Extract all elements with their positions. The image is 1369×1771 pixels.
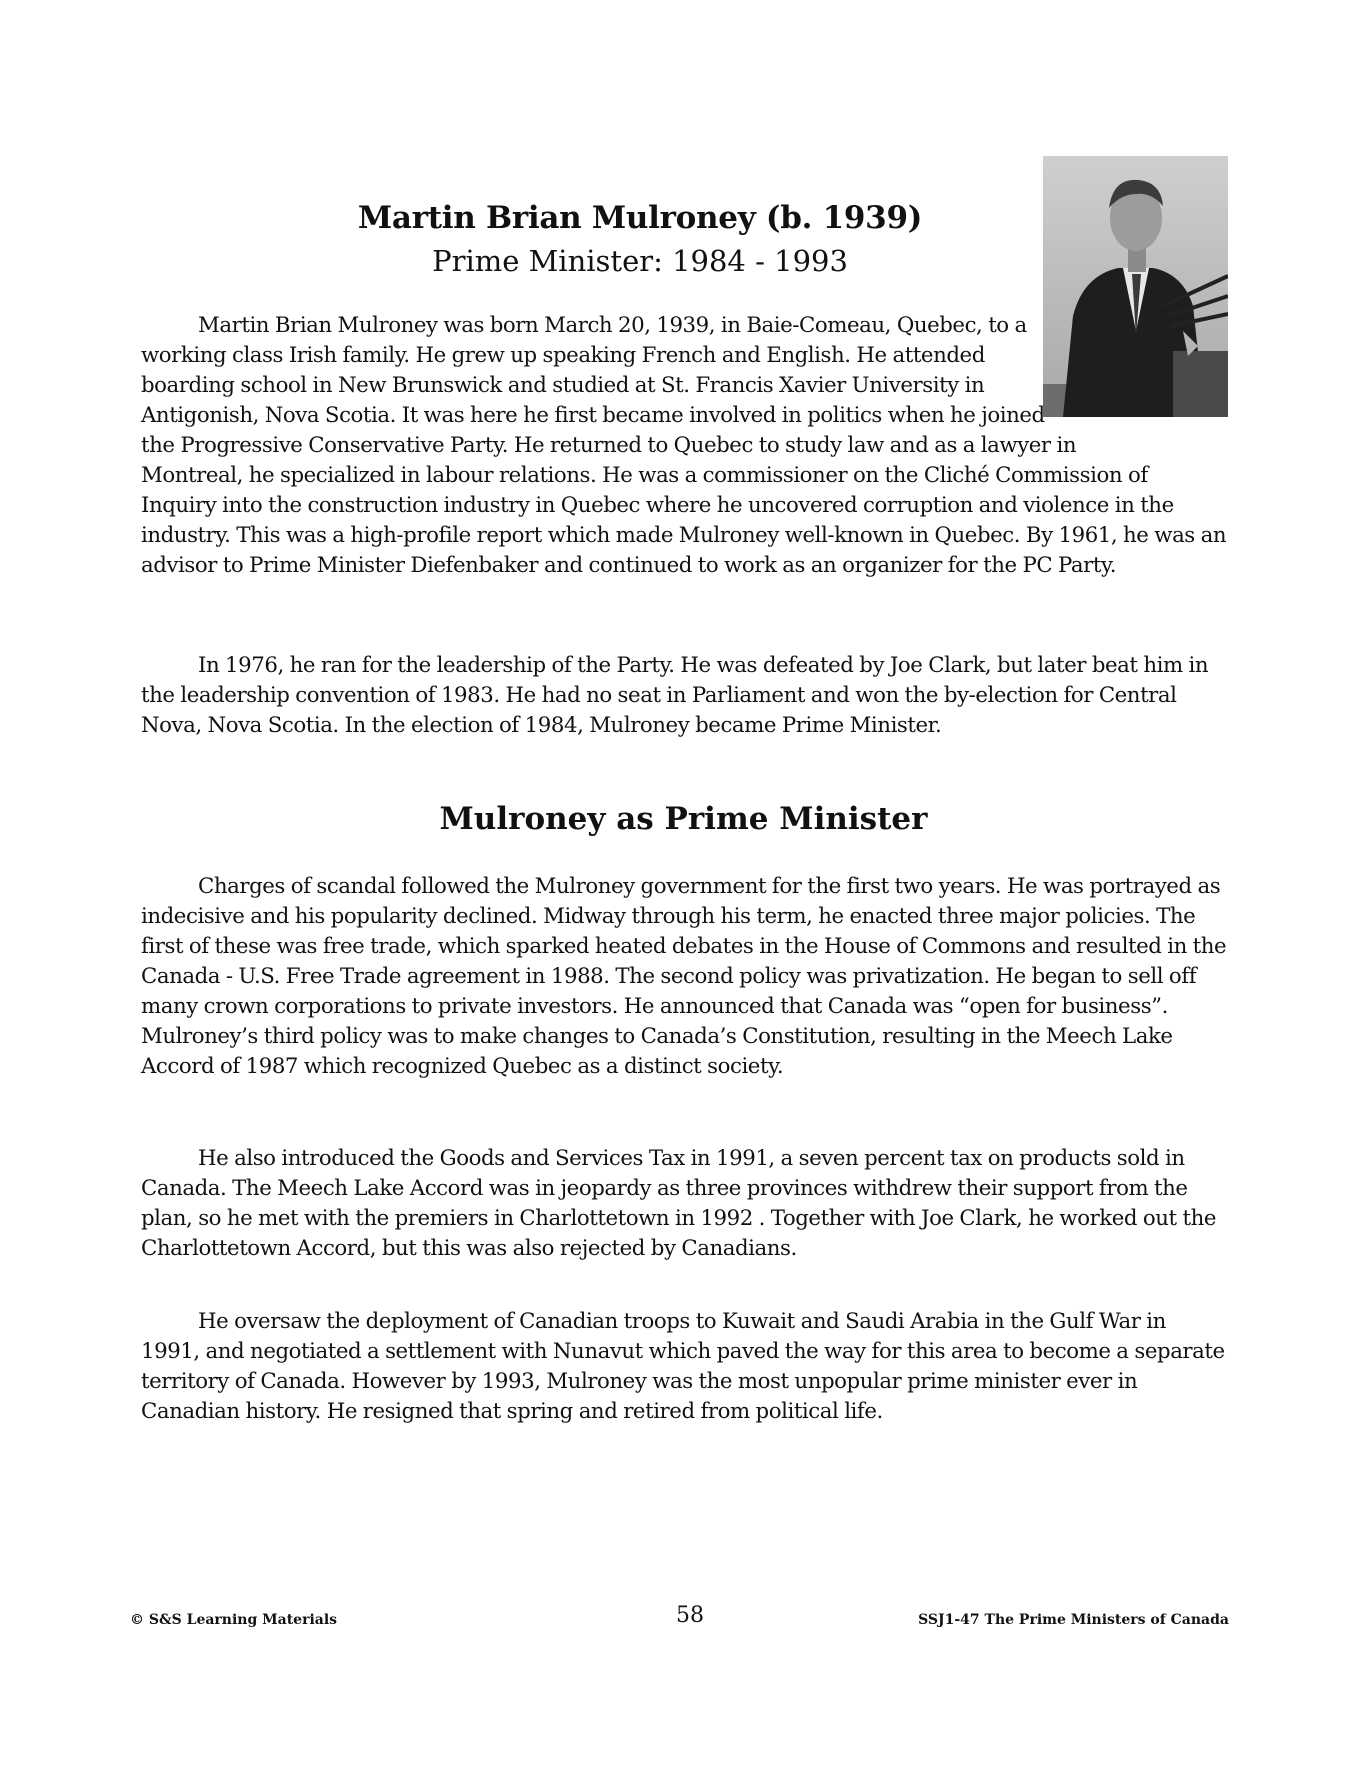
footer-copyright: © S&S Learning Materials <box>130 1612 338 1628</box>
section-paragraph-3 <box>141 1307 1228 1427</box>
paragraph-text: Martin Brian Mulroney was born March 20, 1939, in Baie-Comeau, Quebec, to a working class Irish family. He grew up speaking French and English. He attended boarding school in New Brunswick and studied at St. Francis Xavier University in Antigonish, Nova Scotia. It was here he first became involved in politics when he joined the Progressive Conservative Party. He returned to Quebec to study law and as a lawyer in Montreal, he specialized in labour relations. He was a commissioner on the Cliché Commission of Inquiry into the construction industry in Quebec where he uncovered corruption and violence in the industry. This was a high-profile report which made Mulroney well-known in Quebec. By 1961, he was an advisor to Prime Minister Diefenbaker and continued to work as an organizer for the PC Party. <box>141 313 1227 578</box>
paragraph-text: He oversaw the deployment of Canadian troops to Kuwait and Saudi Arabia in the Gulf War in 1991, and negotiated a settlement with Nunavut which paved the way for this area to become a separate territory of Canada. However by 1993, Mulroney was the most unpopular prime minister ever in Canadian history. He resigned that spring and retired from political life. <box>141 1309 1225 1424</box>
biography-paragraph-1 <box>141 311 1228 581</box>
section-paragraph-1 <box>141 872 1228 1082</box>
paragraph-text: In 1976, he ran for the leadership of the Party. He was defeated by Joe Clark, but later beat him in the leadership convention of 1983. He had no seat in Parliament and won the by-election for Central Nova, Nova Scotia. In the election of 1984, Mulroney became Prime Minister. <box>141 653 1209 738</box>
biography-paragraph-2 <box>141 651 1228 741</box>
paragraph-text: He also introduced the Goods and Services Tax in 1991, a seven percent tax on products sold in Canada. The Meech Lake Accord was in jeopardy as three provinces withdrew their support from the plan, so he met with the premiers in Charlottetown in 1992 . Together with Joe Clark, he worked out the Charlottetown Accord, but this was also rejected by Canadians. <box>141 1146 1217 1261</box>
page-number: 58 <box>676 1603 704 1628</box>
section-heading: Mulroney as Prime Minister <box>439 801 928 837</box>
photo-spacer <box>1078 311 1228 436</box>
page-subtitle: Prime Minister: 1984 - 1993 <box>432 244 848 278</box>
section-paragraph-2 <box>141 1144 1228 1264</box>
footer-book-title: SSJ1-47 The Prime Ministers of Canada <box>918 1612 1229 1628</box>
paragraph-text: Charges of scandal followed the Mulroney government for the first two years. He was portrayed as indecisive and his popularity declined. Midway through his term, he enacted three major policies. The first of these was free trade, which sparked heated debates in the House of Commons and resulted in the Canada - U.S. Free Trade agreement in 1988. The second policy was privatization. He began to sell off many crown corporations to private investors. He announced that Canada was “open for business”. Mulroney’s third policy was to make changes to Canada’s Constitution, resulting in the Meech Lake Accord of 1987 which recognized Quebec as a distinct society. <box>141 874 1227 1079</box>
page-title: Martin Brian Mulroney (b. 1939) <box>357 200 923 236</box>
